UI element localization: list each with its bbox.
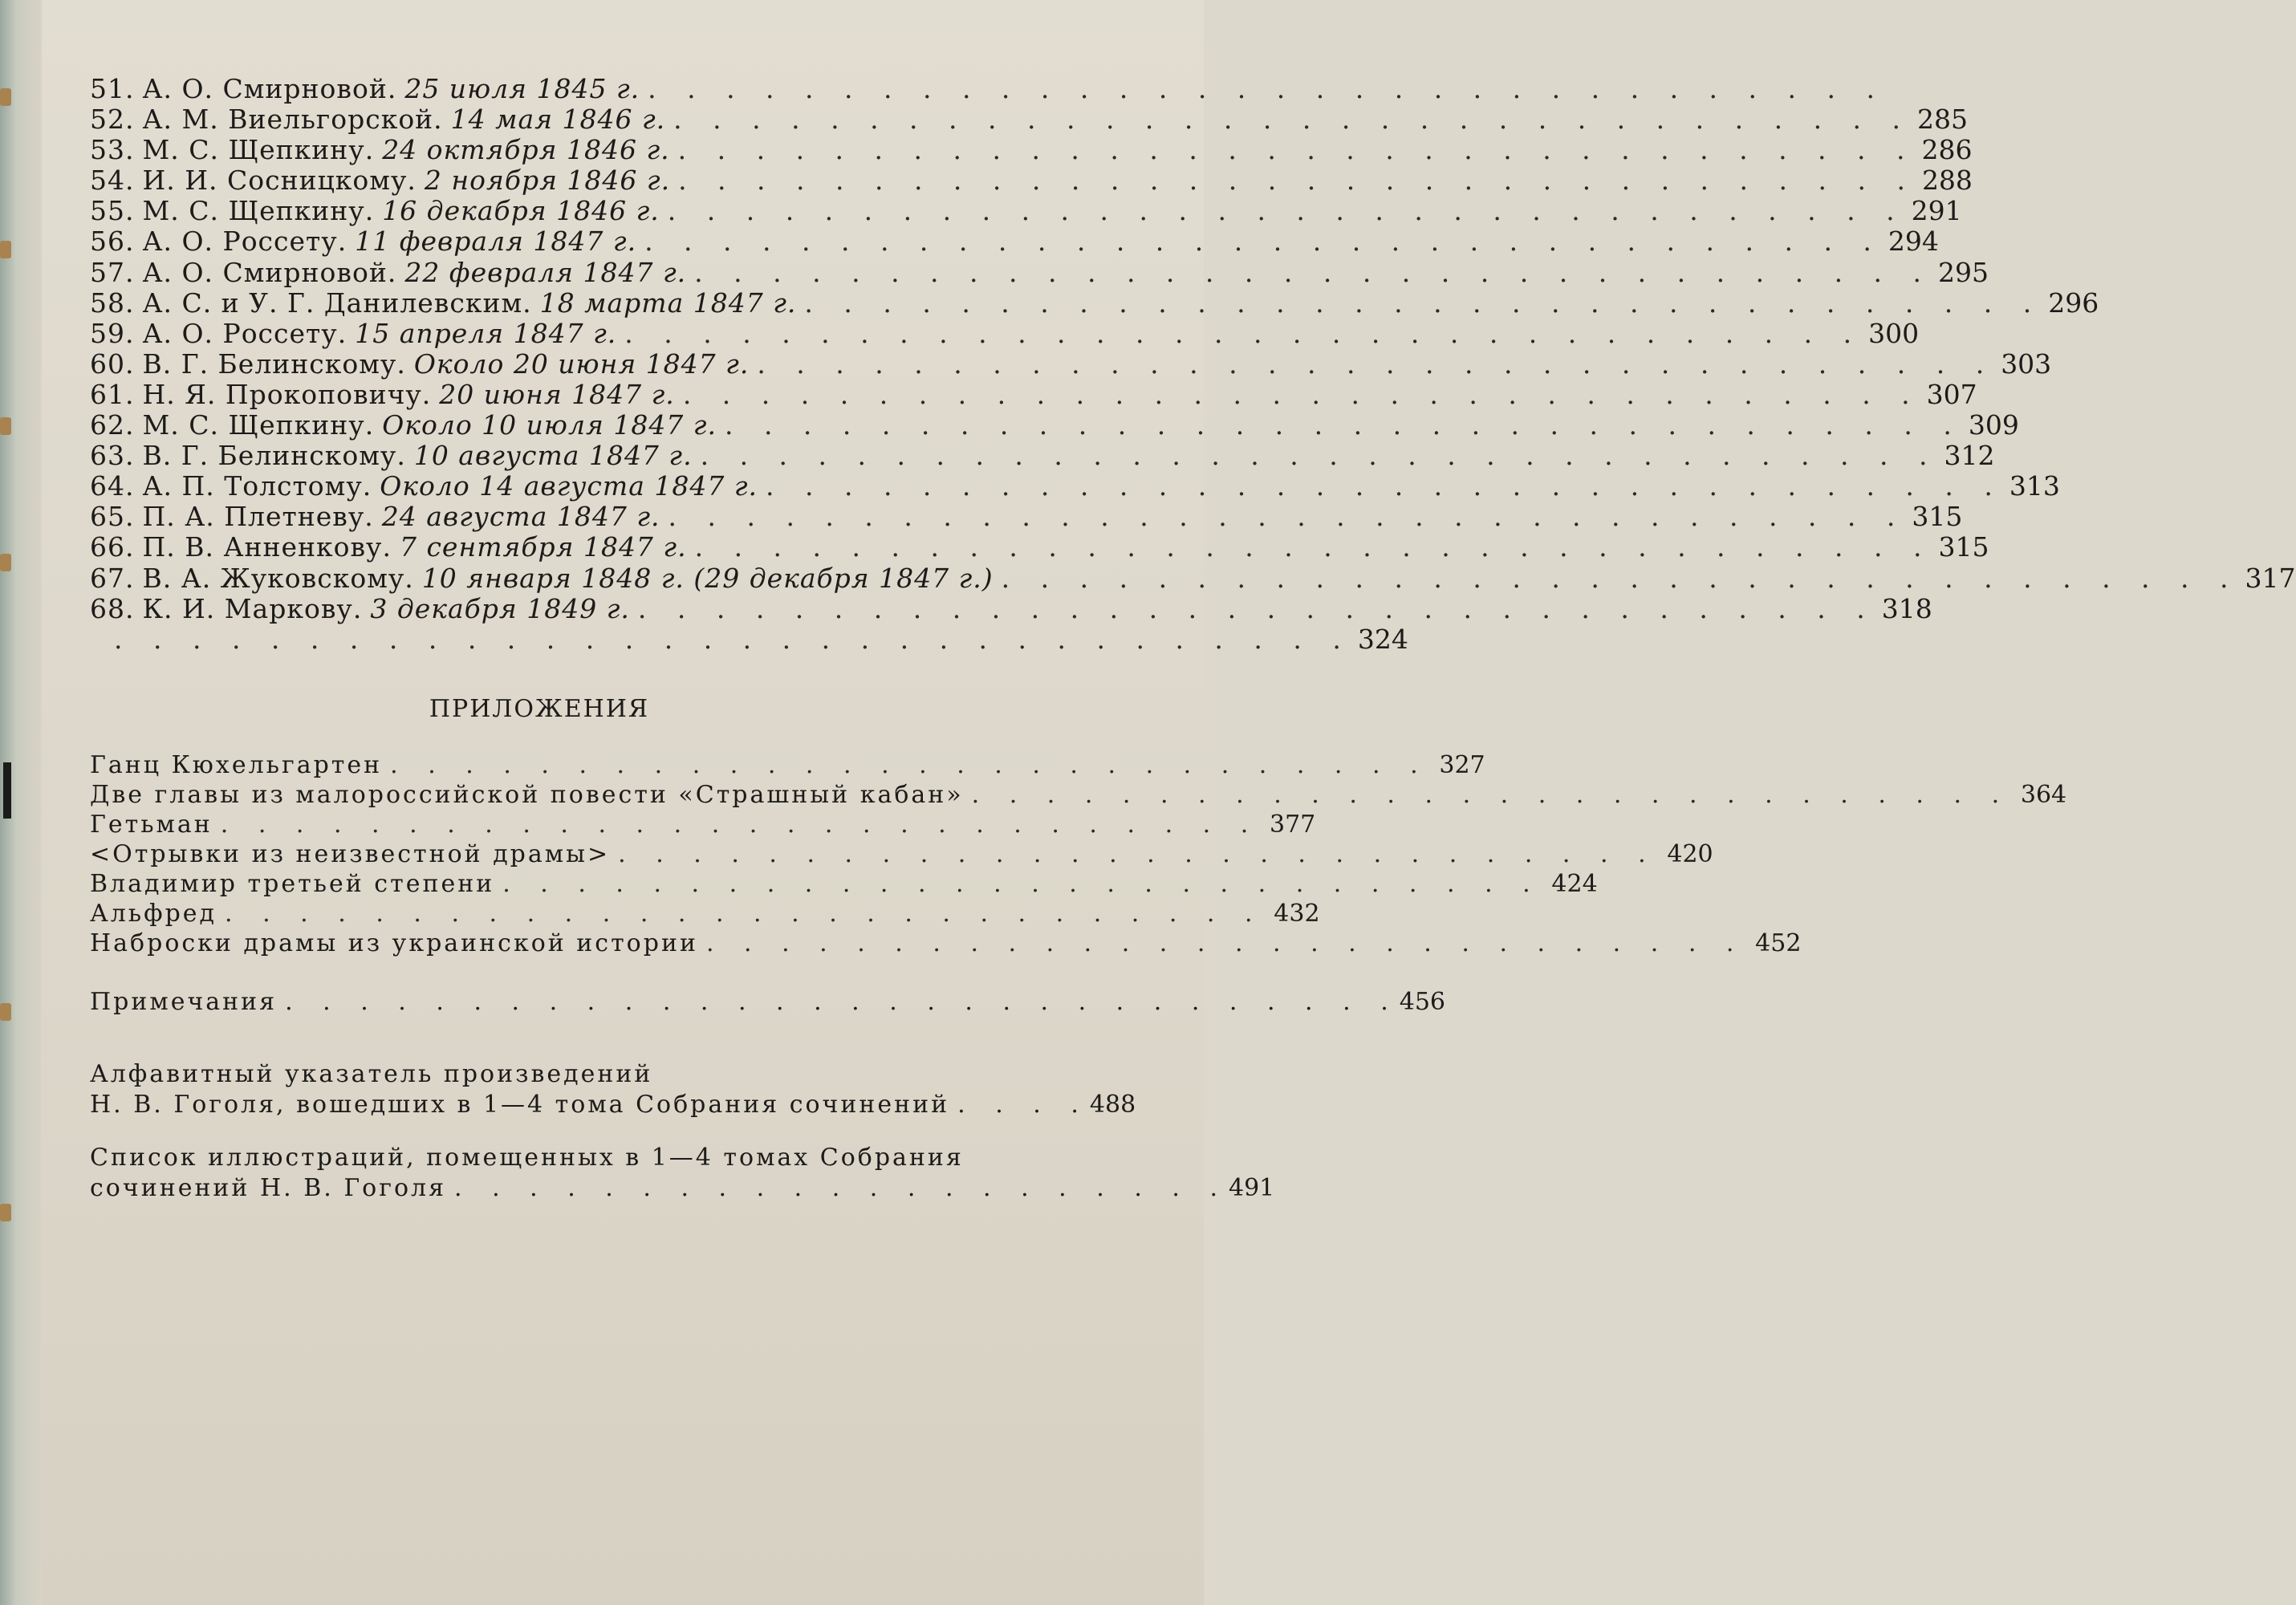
letter-recipient: А. О. Смирновой. xyxy=(142,256,397,288)
appendix-row xyxy=(90,839,1713,869)
leader-dots: . . . . . . . . . . . . . . . . . . . . . . . . . . . . xyxy=(618,840,1657,868)
leader-dots: . . . . . . . . . . . . . . . . . . . . . . . . . . . . . . . . xyxy=(724,409,1963,441)
binding-thread xyxy=(0,1204,11,1221)
binding-thread xyxy=(0,554,11,571)
appendix-row xyxy=(90,750,1485,780)
leader-dots: . . . . . . . . . . . . . . . . . . . . . . . . . . . . . . . . xyxy=(114,623,1352,655)
letters-list xyxy=(90,73,2296,655)
page-number: 324 xyxy=(1357,623,1408,655)
leader-dots: . . . . . . . . . . . . . . . . . . . . . . . . . . . . . . . . xyxy=(668,501,1907,533)
toc-row xyxy=(90,73,1886,104)
toc-row xyxy=(90,440,1995,472)
appendix-title: Гетьман xyxy=(90,811,213,839)
toc-row xyxy=(90,195,1962,227)
illustrations-entry xyxy=(90,1141,1275,1202)
page-number: 317 xyxy=(2245,562,2296,594)
leader-dots: . . . . xyxy=(957,1091,1090,1119)
letter-recipient: И. И. Сосницкому. xyxy=(142,165,417,197)
leader-dots: . . . . . . . . . . . . . . . . . . . . . . . . . . . . . . . . xyxy=(757,347,1996,380)
letter-date: 24 октября 1846 г. xyxy=(382,134,670,166)
letter-recipient: А. М. Виельгорской. xyxy=(142,104,443,136)
appendix-row xyxy=(90,928,1802,958)
page-number: 303 xyxy=(2001,347,2052,380)
leader-dots: . . . . . . . . . . . . . . . . . . . . . . . . . . . . . . . . xyxy=(682,378,1921,410)
letter-number: 64. xyxy=(90,470,135,502)
leader-dots: . . . . . . . . . . . . . . . . . . . . . . . . . . . . xyxy=(225,900,1264,928)
letter-date: 10 января 1848 г. (29 декабря 1847 г.) xyxy=(421,562,994,594)
leader-dots: . . . . . . . . . . . . . . . . . . . . . . . . . . . . xyxy=(220,811,1260,839)
appendix-page: 424 xyxy=(1551,870,1598,898)
page-number: 294 xyxy=(1888,226,1939,258)
page-number: 315 xyxy=(1938,531,1989,563)
toc-row xyxy=(90,501,1963,533)
index-page: 488 xyxy=(1089,1091,1136,1119)
toc-row xyxy=(90,623,1408,655)
binding-thread xyxy=(0,241,11,258)
appendix-page: 432 xyxy=(1274,900,1320,928)
appendix-title: Ганц Кюхельгартен xyxy=(90,751,383,779)
page-number: 309 xyxy=(1968,409,2019,441)
letter-number: 65. xyxy=(90,501,135,533)
leader-dots: . . . . . . . . . . . . . . . . . . . . . . . . . . . . xyxy=(502,870,1542,898)
letter-recipient: Н. Я. Прокоповичу. xyxy=(142,378,432,410)
letter-recipient: А. П. Толстому. xyxy=(142,470,372,502)
toc-row xyxy=(90,378,1977,410)
leader-dots: . . . . . . . . . . . . . . . . . . . . . . . . . . . . . . . . xyxy=(694,531,1933,563)
toc-row xyxy=(90,286,2099,319)
letter-number: 55. xyxy=(90,195,135,227)
appendix-title: Две главы из малороссийской повести «Страшный кабан» xyxy=(90,781,964,809)
page-number: 295 xyxy=(1938,256,1989,288)
letter-recipient: М. С. Щепкину. xyxy=(142,195,375,227)
leader-dots: . . . . . . . . . . . . . . . . . . . . . . . . . . . . . . . . xyxy=(700,440,1939,472)
toc-row xyxy=(90,347,2052,380)
letter-recipient: М. С. Щепкину. xyxy=(142,409,375,441)
binding-thread xyxy=(0,1003,11,1021)
toc-row xyxy=(90,592,1932,624)
letter-date: 24 августа 1847 г. xyxy=(381,501,660,533)
letter-recipient: А. О. Смирновой. xyxy=(142,73,397,104)
illustrations-page: 491 xyxy=(1229,1174,1275,1202)
page-number: 285 xyxy=(1917,104,1969,136)
letter-number: 56. xyxy=(90,226,135,258)
letter-date: 3 декабря 1849 г. xyxy=(370,592,630,624)
appendix-page: 327 xyxy=(1439,751,1485,779)
letter-date: 20 июня 1847 г. xyxy=(439,378,675,410)
letter-date: 25 июля 1845 г. xyxy=(404,73,640,104)
page-number: 291 xyxy=(1911,195,1962,227)
letter-recipient: В. Г. Белинскому. xyxy=(142,347,406,380)
letter-number: 68. xyxy=(90,592,135,624)
index-title-line2: Н. В. Гоголя, вошедших в 1—4 тома Собрания сочинений xyxy=(90,1091,950,1119)
toc-row xyxy=(90,531,1989,563)
letter-date: Около 10 июля 1847 г. xyxy=(382,409,717,441)
binding-thread xyxy=(0,88,11,106)
letter-recipient: А. С. и У. Г. Данилевским. xyxy=(142,286,532,319)
letter-number: 54. xyxy=(90,165,135,197)
letter-recipient: П. В. Анненкову. xyxy=(142,531,392,563)
page-number: 318 xyxy=(1881,592,1932,624)
appendix-page: 364 xyxy=(2020,781,2067,809)
leader-dots: . . . . . . . . . . . . . . . . . . . . . . . . . . . . . . . . xyxy=(673,104,1912,136)
toc-row xyxy=(90,409,2019,441)
leader-dots: . . . . . . . . . . . . . . . . . . . . . . . . . . . . . . . . xyxy=(678,165,1916,197)
notes-page: 456 xyxy=(1399,988,1445,1016)
letter-date: Около 14 августа 1847 г. xyxy=(380,470,758,502)
toc-row xyxy=(90,317,1920,349)
letter-number: 52. xyxy=(90,104,135,136)
page-number: 312 xyxy=(1944,440,1995,472)
letter-recipient: П. А. Плетневу. xyxy=(142,501,374,533)
toc-row xyxy=(90,470,2060,502)
letter-number: 51. xyxy=(90,73,135,104)
toc-row xyxy=(90,562,2296,594)
notes-title: Примечания xyxy=(90,988,278,1016)
toc-row xyxy=(90,134,1973,166)
illustrations-title-line2: сочинений Н. В. Гоголя xyxy=(90,1174,447,1202)
leader-dots: . . . . . . . . . . . . . . . . . . . . . . . . . . . . . . . . xyxy=(644,226,1883,258)
letter-number: 67. xyxy=(90,562,135,594)
leader-dots: . . . . . . . . . . . . . . . . . . . . . . . . . . . . . . . . xyxy=(677,134,1916,166)
letter-number: 61. xyxy=(90,378,135,410)
leader-dots: . . . . . . . . . . . . . . . . . . . . . . . . . . . . . . . . xyxy=(667,195,1906,227)
illustrations-title-line1: Список иллюстраций, помещенных в 1—4 томах Собрания xyxy=(90,1144,964,1172)
appendix-row xyxy=(90,780,2067,810)
spine-mark xyxy=(3,762,11,819)
appendix-page: 452 xyxy=(1755,929,1802,957)
toc-row xyxy=(90,226,1939,258)
page-number: 288 xyxy=(1921,165,1973,197)
appendix-row xyxy=(90,810,1316,839)
appendix-page: 377 xyxy=(1270,811,1316,839)
letter-number: 63. xyxy=(90,440,135,472)
toc-row xyxy=(90,256,1989,288)
page-number: 300 xyxy=(1868,317,1920,349)
toc-row xyxy=(90,104,1969,136)
leader-dots: . . . . . . . . . . . . . . . . . . . . . . . . . . . . . . . . xyxy=(1001,562,2240,594)
page-number: 307 xyxy=(1926,378,1977,410)
letter-date: 14 мая 1846 г. xyxy=(450,104,666,136)
letter-date: 2 ноября 1846 г. xyxy=(424,165,671,197)
letter-recipient: А. О. Россету. xyxy=(142,226,347,258)
toc-row xyxy=(90,165,1973,197)
leader-dots: . . . . . . . . . . . . . . . . . . . . . . . . . . . . xyxy=(705,929,1745,957)
letter-date: Около 20 июня 1847 г. xyxy=(413,347,750,380)
leader-dots: . . . . . . . . . . . . . . . . . . . . . . . . . . . . . . . . xyxy=(624,317,1863,349)
letter-recipient: В. А. Жуковскому. xyxy=(142,562,414,594)
letter-date: 10 августа 1847 г. xyxy=(413,440,693,472)
appendix-list xyxy=(90,750,2067,958)
appendix-title: Альфред xyxy=(90,900,217,928)
letter-date: 16 декабря 1846 г. xyxy=(382,195,660,227)
leader-dots: . . . . . . . . . . . . . . . . . . . . . . . . . . . . . . . . xyxy=(637,592,1876,624)
notes-entry xyxy=(90,985,1445,1016)
page-number: 313 xyxy=(2009,470,2060,502)
letter-number: 58. xyxy=(90,286,135,319)
letter-date: 15 апреля 1847 г. xyxy=(355,317,617,349)
letter-number: 60. xyxy=(90,347,135,380)
leader-dots: . . . . . . . . . . . . . . . . . . . . . . . . . . . . . . . . xyxy=(766,470,2004,502)
letter-recipient: В. Г. Белинскому. xyxy=(142,440,406,472)
appendix-row xyxy=(90,899,1320,928)
leader-dots: . . . . . . . . . . . . . . . . . . . . . . . . . . . . . . xyxy=(285,988,1400,1016)
letter-number: 57. xyxy=(90,256,135,288)
letter-date: 22 февраля 1847 г. xyxy=(404,256,687,288)
letter-recipient: А. О. Россету. xyxy=(142,317,347,349)
leader-dots: . . . . . . . . . . . . . . . . . . . . . . . . . . . . . . . . xyxy=(804,286,2043,319)
letter-date: 11 февраля 1847 г. xyxy=(355,226,637,258)
index-title-line1: Алфавитный указатель произведений xyxy=(90,1060,653,1088)
page-number: 286 xyxy=(1921,134,1973,166)
letter-number: 53. xyxy=(90,134,135,166)
letter-number: 59. xyxy=(90,317,135,349)
page-number: 296 xyxy=(2048,286,2099,319)
appendix-title: Наброски драмы из украинской истории xyxy=(90,929,698,957)
page-number: 315 xyxy=(1912,501,1963,533)
index-entry xyxy=(90,1058,1136,1119)
leader-dots: . . . . . . . . . . . . . . . . . . . . . . . . . . . . . . . . xyxy=(648,73,1886,104)
leader-dots: . . . . . . . . . . . . . . . . . . . . . xyxy=(454,1174,1229,1202)
letter-number: 66. xyxy=(90,531,135,563)
appendix-title: <Отрывки из неизвестной драмы> xyxy=(90,840,611,868)
letter-recipient: М. С. Щепкину. xyxy=(142,134,375,166)
letter-date: 18 марта 1847 г. xyxy=(539,286,797,319)
leader-dots: . . . . . . . . . . . . . . . . . . . . . . . . . . . . . . . . xyxy=(694,256,1933,288)
appendix-page: 420 xyxy=(1667,840,1713,868)
appendix-heading: ПРИЛОЖЕНИЯ xyxy=(429,695,650,723)
appendix-title: Владимир третьей степени xyxy=(90,870,495,898)
letter-date: 7 сентября 1847 г. xyxy=(399,531,687,563)
letter-number: 62. xyxy=(90,409,135,441)
book-spine xyxy=(0,0,42,1605)
leader-dots: . . . . . . . . . . . . . . . . . . . . . . . . . . . . xyxy=(390,751,1429,779)
binding-thread xyxy=(0,417,11,435)
leader-dots: . . . . . . . . . . . . . . . . . . . . . . . . . . . . xyxy=(971,781,2011,809)
letter-recipient: К. И. Маркову. xyxy=(142,592,363,624)
appendix-row xyxy=(90,869,1598,899)
